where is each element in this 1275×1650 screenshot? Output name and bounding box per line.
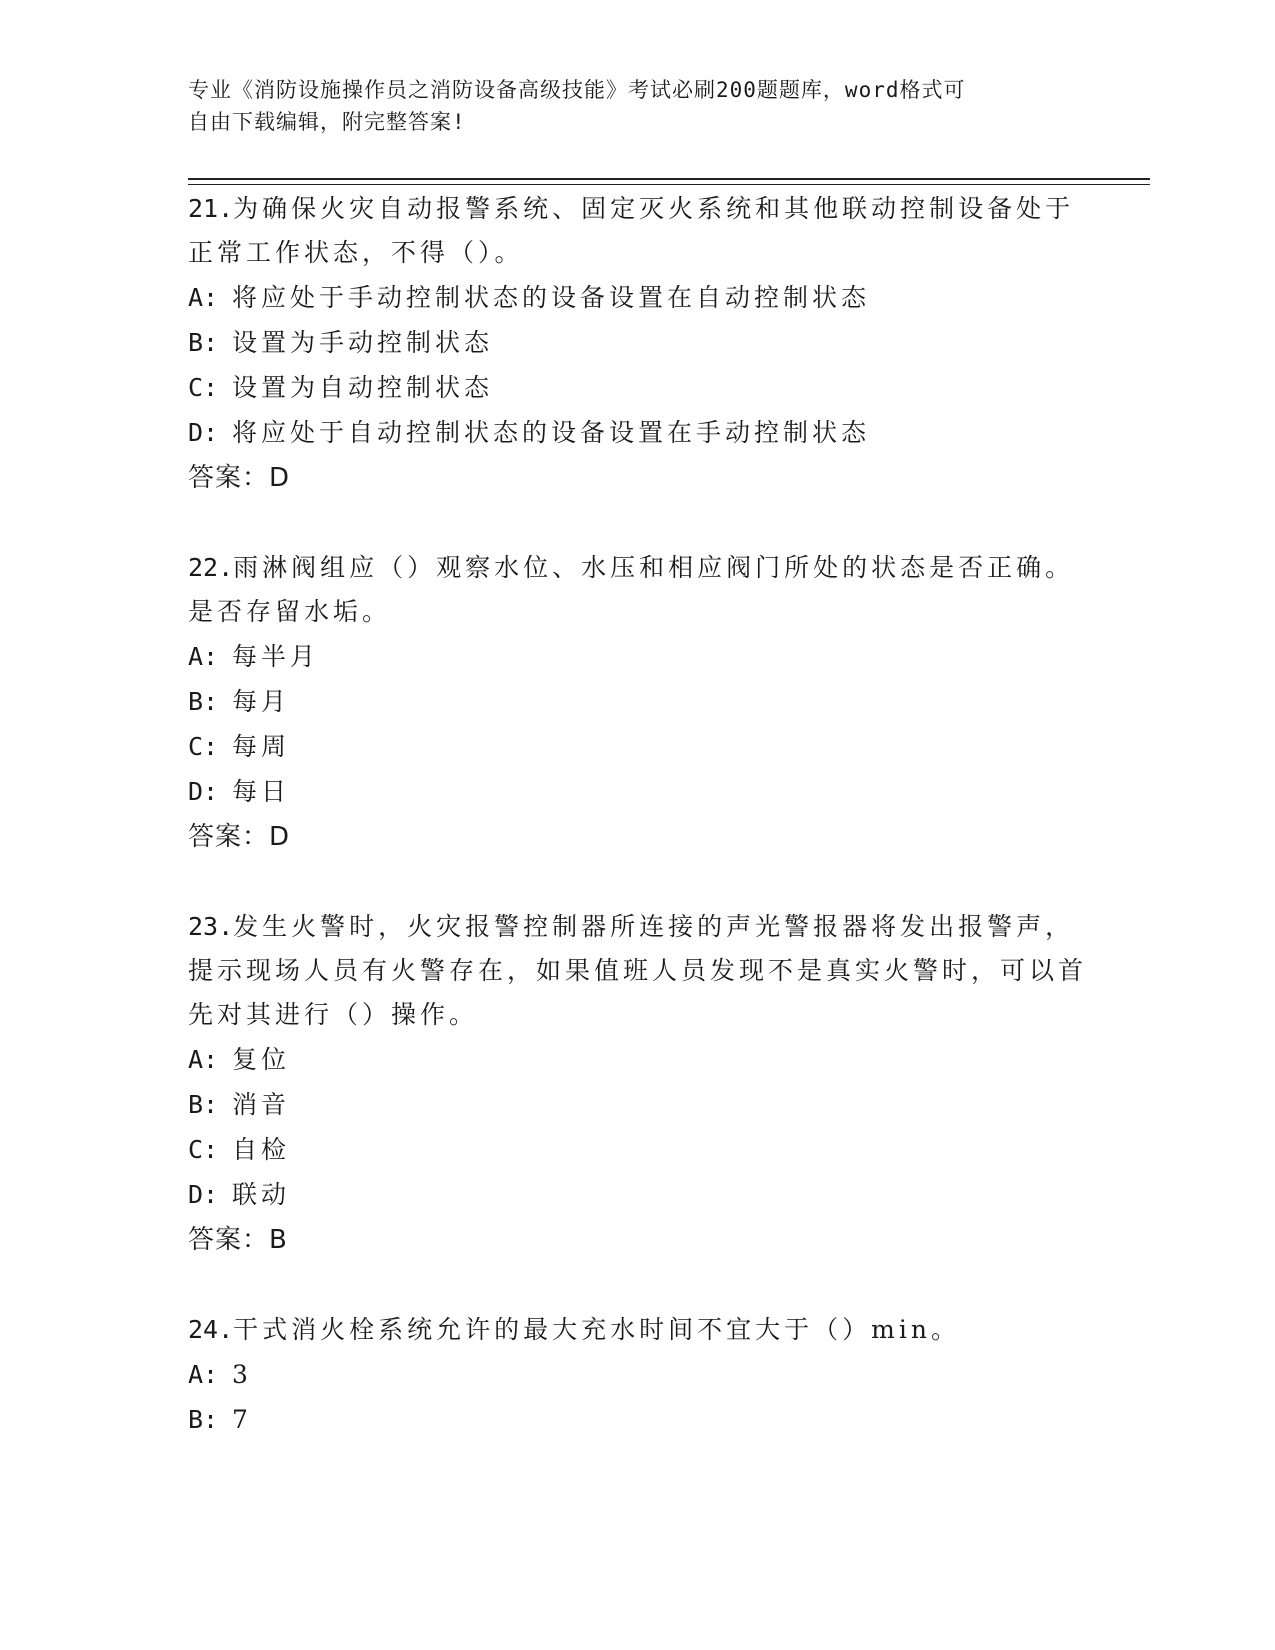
- option-letter: A:: [188, 1360, 219, 1389]
- option-letter: B:: [188, 328, 219, 357]
- option-letter: B:: [188, 1090, 219, 1119]
- question-22: [188, 546, 1088, 860]
- question-body: 为确保火灾自动报警系统、固定灭火系统和其他联动控制设备处于正常工作状态，不得（）。: [188, 194, 1075, 267]
- question-body: 雨淋阀组应（）观察水位、水压和相应阀门所处的状态是否正确。是否存留水垢。: [188, 553, 1075, 626]
- header-divider-thick: [188, 178, 1150, 180]
- question-23: [188, 905, 1088, 1263]
- option-letter: A:: [188, 1045, 219, 1074]
- question-text: [188, 1308, 1088, 1352]
- option-a: [188, 1352, 1088, 1397]
- option-letter: C:: [188, 373, 219, 402]
- answer-line: 答案：D: [188, 822, 291, 852]
- option-b: [188, 1082, 1088, 1127]
- option-text: 消音: [232, 1090, 291, 1119]
- question-list: [188, 187, 1088, 1487]
- question-body: 干式消火栓系统允许的最大充水时间不宜大于（）min。: [233, 1315, 960, 1344]
- option-letter: C:: [188, 1135, 219, 1164]
- option-c: [188, 1127, 1088, 1172]
- question-number: 23.: [188, 912, 234, 941]
- question-number: 22.: [188, 553, 234, 582]
- option-letter: C:: [188, 732, 219, 761]
- option-text: 将应处于自动控制状态的设备设置在手动控制状态: [232, 418, 871, 447]
- option-letter: B:: [188, 1405, 219, 1434]
- option-d: [188, 1172, 1088, 1217]
- question-21: [188, 187, 1088, 501]
- question-body: 发生火警时，火灾报警控制器所连接的声光警报器将发出报警声，提示现场人员有火警存在，如果值班人员发现不是真实火警时，可以首先对其进行（）操作。: [188, 912, 1088, 1029]
- option-text: 每日: [232, 777, 291, 806]
- question-text: [188, 905, 1088, 1037]
- option-a: [188, 634, 1088, 679]
- option-text: 设置为自动控制状态: [232, 373, 494, 402]
- option-a: [188, 275, 1088, 320]
- question-text: [188, 187, 1088, 275]
- option-b: [188, 320, 1088, 365]
- answer-line: 答案：D: [188, 463, 291, 493]
- option-letter: D:: [188, 777, 219, 806]
- option-b: [188, 679, 1088, 724]
- option-text: 自检: [232, 1135, 291, 1164]
- option-text: 每周: [232, 732, 291, 761]
- question-number: 24.: [188, 1315, 234, 1344]
- option-a: [188, 1037, 1088, 1082]
- option-d: [188, 410, 1088, 455]
- option-text: 联动: [232, 1180, 291, 1209]
- option-letter: A:: [188, 642, 219, 671]
- option-text: 3: [232, 1360, 252, 1389]
- header-line-1: 专业《消防设施操作员之消防设备高级技能》考试必刷200题题库，word格式可: [188, 78, 966, 102]
- option-d: [188, 769, 1088, 814]
- answer-line: 答案：B: [188, 1225, 288, 1255]
- option-letter: B:: [188, 687, 219, 716]
- option-text: 每半月: [232, 642, 320, 671]
- document-header: [188, 74, 1068, 138]
- question-24: [188, 1308, 1088, 1442]
- option-b: [188, 1397, 1088, 1442]
- option-letter: D:: [188, 418, 219, 447]
- header-line-2: 自由下载编辑，附完整答案!: [188, 110, 466, 134]
- option-text: 每月: [232, 687, 291, 716]
- question-number: 21.: [188, 194, 234, 223]
- option-letter: A:: [188, 283, 219, 312]
- option-text: 7: [232, 1405, 252, 1434]
- option-c: [188, 724, 1088, 769]
- option-text: 复位: [232, 1045, 291, 1074]
- option-c: [188, 365, 1088, 410]
- option-text: 将应处于手动控制状态的设备设置在自动控制状态: [232, 283, 871, 312]
- option-letter: D:: [188, 1180, 219, 1209]
- header-divider-thin: [188, 184, 1150, 185]
- question-text: [188, 546, 1088, 634]
- option-text: 设置为手动控制状态: [232, 328, 494, 357]
